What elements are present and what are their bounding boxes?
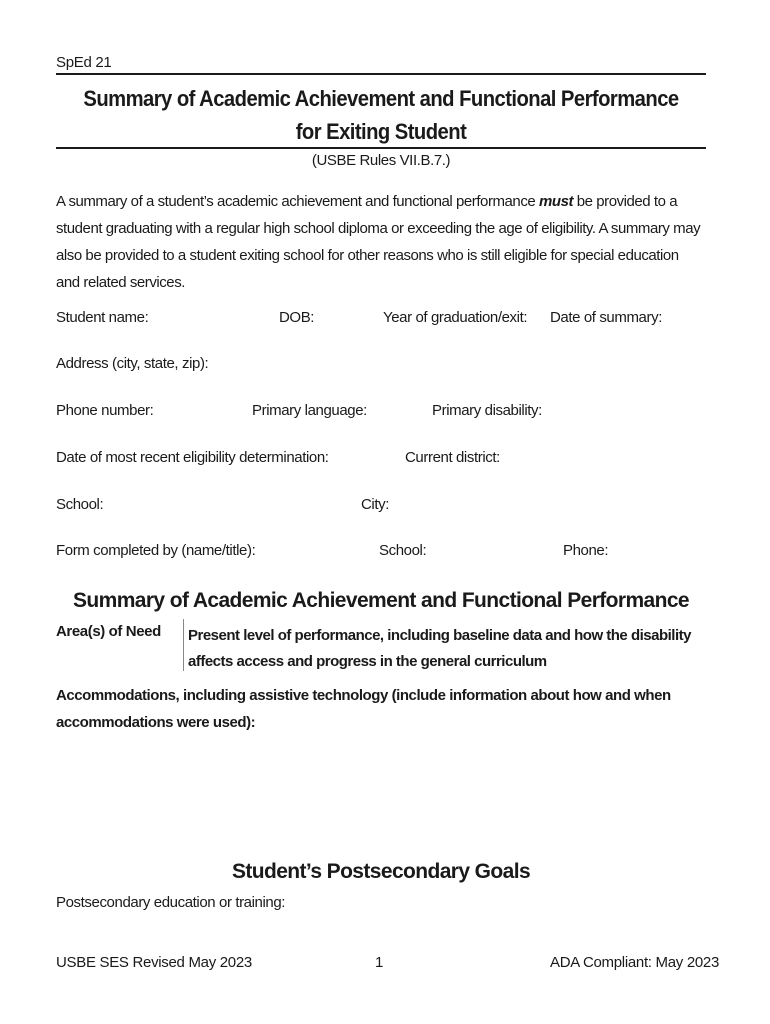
dob-label: DOB: [279,309,315,326]
summary-table-header [56,619,706,673]
current-district-label: Current district: [405,449,500,466]
school-label: School: [56,496,104,513]
completed-by-label: Form completed by (name/title): [56,542,256,559]
student-name-label: Student name: [56,309,149,326]
title-bottom-rule [56,147,706,149]
intro-paragraph [56,188,706,296]
intro-text-start: A summary of a student’s academic achievement and functional performance [56,193,539,210]
footer-revision: USBE SES Revised May 2023 [56,954,252,971]
column-divider [183,619,184,671]
page-title: Summary of Academic Achievement and Functional Performance for Exiting Student [83,86,679,144]
summary-heading: Summary of Academic Achievement and Functional Performance [73,589,689,612]
accommodations-label: Accommodations, including assistive technology (include information about how and when accommodations were used): [56,687,671,731]
city-label: City: [361,496,390,513]
goals-heading: Student’s Postsecondary Goals [231,860,531,883]
top-rule [56,73,706,75]
intro-emphasis: must [538,193,574,210]
date-summary-label: Date of summary: [550,309,662,326]
primary-disability-label: Primary disability: [432,402,542,419]
intro-text-end: be provided to a student graduating with a regular high school diploma or exceeding the age of eligibility. A summary may also be provided to a student exiting school for other reasons who is still eligible for special education and related services. [56,193,701,291]
completed-phone-label: Phone: [563,542,609,559]
postsecondary-education-label: Postsecondary education or training: [56,894,286,911]
completed-school-label: School: [379,542,427,559]
area-of-need-header: Area(s) of Need [56,623,161,640]
page-number: 1 [375,954,384,971]
present-level-header: Present level of performance, including baseline data and how the disability affects access and progress in the general curriculum [188,627,691,670]
phone-number-label: Phone number: [56,402,154,419]
address-label: Address (city, state, zip): [56,355,209,372]
footer-ada: ADA Compliant: May 2023 [550,954,720,971]
primary-language-label: Primary language: [252,402,367,419]
year-exit-label: Year of graduation/exit: [383,309,528,326]
eligibility-date-label: Date of most recent eligibility determination: [56,449,329,466]
rules-reference: (USBE Rules VII.B.7.) [311,152,451,169]
form-code: SpEd 21 [56,54,112,71]
